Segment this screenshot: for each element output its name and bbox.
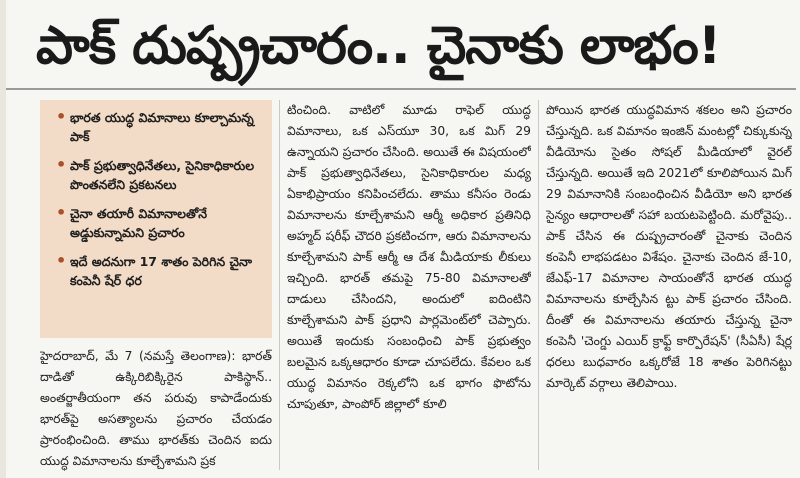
summary-box [40,100,272,338]
headline-rule [6,88,796,90]
summary-point: • పాక్ ప్రభుత్వాధినేతలు, సైనికాధికారుల పొంతనలేని ప్రకటనలు [56,156,262,194]
column-divider [279,100,280,470]
summary-point: • భారత యుద్ధ విమానాలు కూల్చామన్న పాక్ [56,108,262,146]
column-divider [538,100,539,470]
article-text: టించింది. వాటిలో మూడు రాఫెల్ యుద్ధ విమానాలు, ఒక ఎస్‌యూ 30, ఒక మిగ్ 29 ఉన్నాయని ప్రచారం చేసింది. అయితే ఈ విషయంలో పాక్ ప్రభుత్వాధినేతలు, సైనికాధికారుల మధ్య ఏకాభిప్రాయం కనిపించలేదు. తాము కనీసం రెండు విమానాలను కూల్చేశామని ఆర్మీ అధికార ప్రతినిధి అహ్మద్ షరీఫ్ చౌదరి ప్రకటించగా, ఆరు విమానాలను కూల్చేశామని పాక్ ఆర్మీ ఆ దేశ మీడియాకు లీకులు ఇచ్చింది. భారత్ తమపై 75-80 విమానాలతో దాడులు చేసిందని, అందులో ఐదింటిని కూల్చేశామని పాక్ ప్రధాని పార్లమెంట్‌లో చెప్పారు. అయితే ఇందుకు సంబంధించి పాక్ ప్రభుత్వం బలమైన ఒక్కఆధారం కూడా చూపలేదు. కేవలం ఒక యుద్ధ విమానం రెక్కలోని ఒక భాగం ఫొటోను చూపుతూ, పాంపోర్ జిల్లాలో కూలి [287,103,531,411]
article-text: పోయిన భారత యుద్ధవిమాన శకలం అని ప్రచారం చేస్తున్నది. ఒక విమానం ఇంజిన్ మంటల్లో చిక్కుకున్న వీడియోను సైతం సోషల్ మీడియాలో వైరల్ చేస్తున్నది. అయితే ఇది 2021లో కూలిపోయిన మిగ్ 29 విమానానికి సంబంధించిన వీడియో అని భారత సైన్యం ఆధారాలతో సహా బయటపెట్టింది. మరోవైపు.. పాక్ చేసిన ఈ దుష్ప్రచారంతో చైనాకు చెందిన కంపెనీ లాభపడటం విశేషం. చైనాకు చెందిన జే-10, జేఎఫ్-17 విమానాల సాయంతోనే భారత యుద్ధ విమానాలను కూల్చేసిన ట్టు పాక్ ప్రచారం చేసింది. దీంతో ఈ విమానాలను తయారు చేస్తున్న చైనా కంపెనీ 'చెంగ్డు ఎయిర్ క్రాఫ్ట్ కార్పొరేషన్' (సీఏసీ) షేర్ల ధరలు బుధవారం ఒక్కరోజే 18 శాతం పెరిగినట్టు మార్కెట్ వర్గాలు తెలిపాయి. [546,103,792,390]
summary-point: • చైనా తయారీ విమానాలతోనే అడ్డుకున్నామని ప్రచారం [56,204,262,242]
article-column-3 [546,100,792,475]
article-column-1 [40,346,272,476]
page-edge [0,0,6,478]
article-column-2 [287,100,531,475]
article-text: హైదరాబాద్, మే 7 (నమస్తే తెలంగాణ): భారత్ దాడితో ఉక్కిరిబిక్కిరైన పాకిస్థాన్.. అంతర్జాతీయంగా తన పరువు కాపాడేందుకు భారత్‌పై అసత్యాలను ప్రచారం చేయడం ప్రారంభించింది. తాము భారత్‌కు చెందిన ఐదు యుద్ధ విమానాలను కూల్చేశామని ప్రక [40,349,272,468]
headline: పాక్ దుష్ప్రచారం.. చైనాకు లాభం! [36,16,721,76]
summary-list [40,100,272,290]
summary-point: • ఇదే అదనుగా 17 శాతం పెరిగిన చైనా కంపెనీ షేర్ ధర [56,252,262,290]
